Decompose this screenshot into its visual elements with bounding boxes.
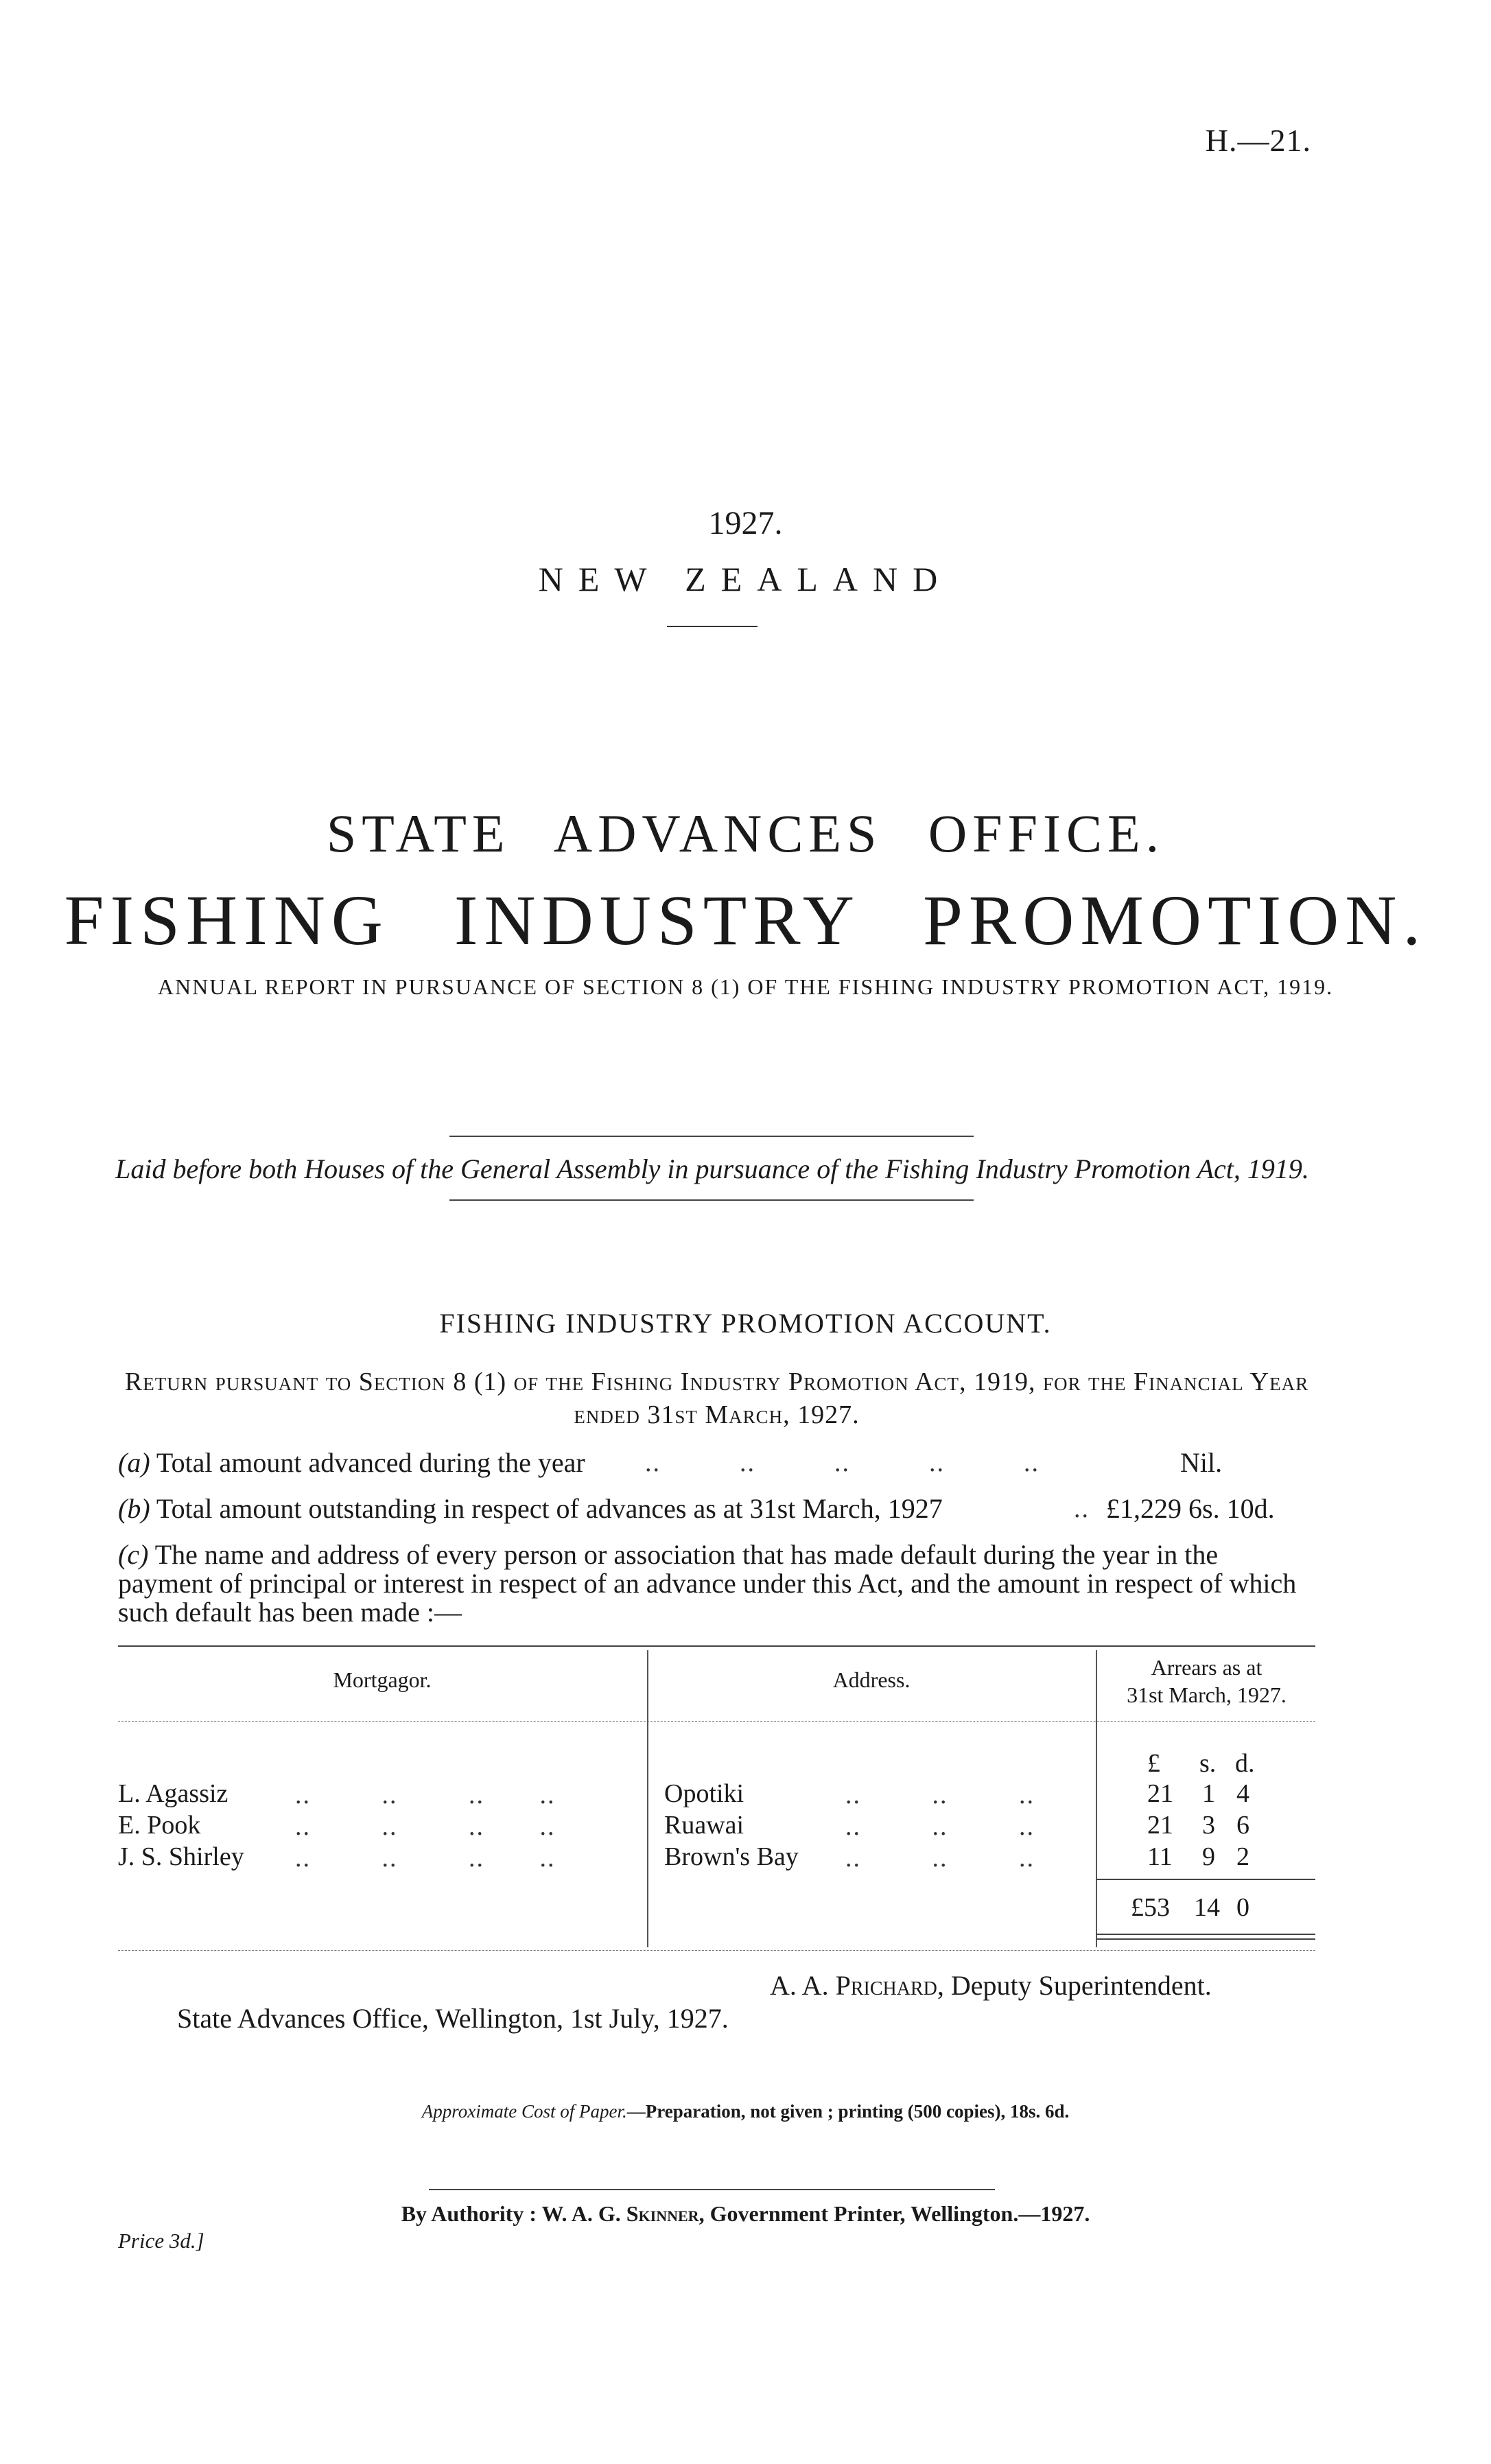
paper-reference: H.—21. [1205, 123, 1311, 158]
total-pounds: £53 [1131, 1893, 1170, 1922]
total-shillings: 14 [1194, 1893, 1220, 1922]
row-mortgagor: J. S. Shirley [118, 1842, 244, 1871]
printer-authority [0, 2201, 1491, 2227]
report-year: 1927. [708, 505, 783, 541]
document-title: FISHING INDUSTRY PROMOTION. [64, 881, 1427, 960]
col-header-mortgagor: Mortgagor. [333, 1667, 432, 1692]
item-c-label: (c) [118, 1539, 149, 1570]
place-and-date: State Advances Office, Wellington, 1st July, 1927. [177, 2003, 729, 2034]
printer-name: Skinner [626, 2201, 699, 2226]
table-top-rule [118, 1645, 1315, 1647]
signatory [770, 1969, 1212, 2002]
return-statement: Return pursuant to Section 8 (1) of the Fishing Industry Promotion Act, 1919, for the Financial Year ended 31st March, 1927. [124, 1368, 1309, 1429]
row-pounds: 11 [1147, 1842, 1173, 1871]
unit-pounds: £ [1147, 1749, 1160, 1778]
price: Price 3d.] [118, 2229, 204, 2253]
total-double-rule [1096, 1938, 1315, 1940]
total-double-rule [1096, 1934, 1315, 1935]
authority-suffix: , Government Printer, Wellington.—1927. [698, 2201, 1090, 2226]
col-header-address: Address. [832, 1667, 911, 1692]
item-a-label: (a) [118, 1447, 150, 1478]
arrears-header-line1: Arrears as at [1151, 1655, 1263, 1680]
laid-before-statement: Laid before both Houses of the General Assembly in pursuance of the Fishing Industry Promotion Act, 1919. [115, 1153, 1309, 1184]
arrears-header-line2: 31st March, 1927. [1127, 1682, 1287, 1707]
column-divider [1096, 1650, 1097, 1947]
divider-top [449, 1136, 974, 1137]
item-c [118, 1540, 1315, 1627]
office-heading: STATE ADVANCES OFFICE. [326, 803, 1165, 863]
header-rule [118, 1721, 1315, 1722]
authority-prefix: By Authority : W. A. G. [401, 2201, 626, 2226]
row-pence: 6 [1236, 1811, 1249, 1840]
document-subtitle: ANNUAL REPORT IN PURSUANCE OF SECTION 8 (1) OF THE FISHING INDUSTRY PROMOTION ACT, 1919. [157, 974, 1334, 999]
country-heading: NEW ZEALAND [538, 560, 953, 598]
row-shillings: 3 [1202, 1811, 1215, 1840]
row-mortgagor: E. Pook [118, 1811, 201, 1840]
authority-divider [429, 2189, 995, 2190]
row-address: Ruawai [664, 1811, 744, 1840]
item-a-text: Total amount advanced during the year [156, 1447, 585, 1478]
row-pounds: 21 [1147, 1811, 1173, 1840]
leader-dots: .. .. .. .. .. [645, 1448, 1040, 1477]
item-b-value: £1,229 6s. 10d. [1106, 1493, 1275, 1524]
row-pence: 2 [1236, 1842, 1249, 1871]
item-b [118, 1492, 943, 1525]
unit-shillings: s. [1199, 1749, 1217, 1778]
leader-dots: .. .. .. .. [295, 1844, 556, 1873]
total-rule [1096, 1879, 1315, 1880]
account-title: FISHING INDUSTRY PROMOTION ACCOUNT. [439, 1308, 1052, 1339]
divider-bottom [449, 1199, 974, 1201]
leader-dots: .. .. .. .. [295, 1812, 556, 1841]
cost-note [0, 2101, 1491, 2122]
cost-text: —Preparation, not given ; printing (500 copies), 18s. 6d. [626, 2101, 1070, 2122]
col-header-arrears [1098, 1654, 1315, 1709]
row-pounds: 21 [1147, 1779, 1173, 1808]
unit-pence: d. [1235, 1749, 1255, 1778]
item-b-text: Total amount outstanding in respect of advances as at 31st March, 1927 [156, 1493, 943, 1524]
signatory-name: A. A. Prichard [770, 1970, 937, 2001]
total-pence: 0 [1236, 1893, 1249, 1922]
row-address: Opotiki [664, 1779, 744, 1808]
row-shillings: 9 [1202, 1842, 1215, 1871]
leader-dots: .. .. .. [845, 1812, 1035, 1841]
item-c-text: The name and address of every person or association that has made default during the year in the payment of principal or interest in respect of an advance under this Act, and the amount in respect of which such default has been made :— [118, 1539, 1297, 1628]
item-a [118, 1446, 585, 1479]
leader-dots: .. .. .. [845, 1844, 1035, 1873]
table-bottom-rule [118, 1950, 1315, 1951]
item-b-label: (b) [118, 1493, 150, 1524]
row-address: Brown's Bay [664, 1842, 799, 1871]
column-divider [647, 1650, 648, 1947]
leader-dots: .. .. .. .. [295, 1781, 556, 1809]
signatory-title: , Deputy Superintendent. [937, 1970, 1212, 2001]
item-a-value: Nil. [1180, 1447, 1223, 1478]
row-shillings: 1 [1202, 1779, 1215, 1808]
row-pence: 4 [1236, 1779, 1249, 1808]
leader-dots: .. [1074, 1494, 1090, 1523]
short-divider [667, 626, 758, 627]
cost-label: Approximate Cost of Paper. [421, 2101, 627, 2122]
leader-dots: .. .. .. [845, 1781, 1035, 1809]
row-mortgagor: L. Agassiz [118, 1779, 228, 1808]
